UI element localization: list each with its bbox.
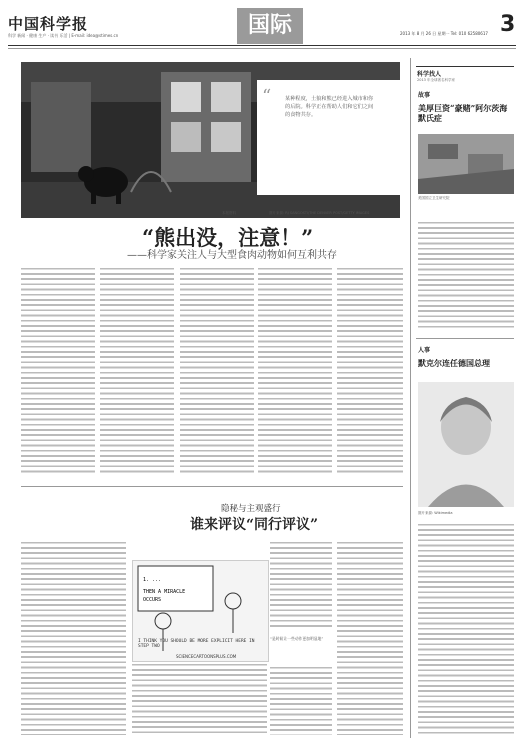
- sidebar-headline[interactable]: 美厚巨资“豪赌”阿尔茨海默氏症: [418, 103, 508, 123]
- headline-second: 谁来评议“同行评议”: [190, 517, 319, 533]
- page-number: 3: [500, 12, 516, 37]
- header-rule-thin: [8, 48, 516, 49]
- svg-text:OCCURS: OCCURS: [143, 597, 162, 603]
- sidebar-title: 科学找人: [417, 71, 442, 78]
- article-column: [337, 266, 403, 476]
- cartoon-credit: SCIENCECARTOONSPLUS.COM: [176, 654, 237, 659]
- cartoon-caption: “是时候让一些动作更加明显地”: [270, 636, 324, 641]
- portrait-illustration: [418, 382, 514, 507]
- svg-text:1. ...: 1. ...: [143, 577, 162, 583]
- sidebar-photo-caption: 美国国立卫生研究院: [418, 196, 450, 200]
- sidebar-text: [418, 220, 514, 330]
- article-column: [132, 662, 267, 735]
- sidebar-rule: [416, 66, 514, 67]
- sidebar-divider: [410, 58, 411, 738]
- sidebar-tag: 人事: [418, 347, 431, 354]
- article-column: [21, 266, 95, 476]
- article-column: [337, 540, 403, 735]
- article-column: [21, 540, 126, 735]
- article-column: [258, 266, 332, 476]
- sidebar-photo-caption: 图片来源: Wikimedia: [418, 511, 453, 515]
- sidebar-tag: 故事: [418, 92, 431, 99]
- sidebar-text: [418, 522, 514, 735]
- article-column: [270, 540, 332, 630]
- cartoon-illustration: [132, 560, 269, 662]
- photo-credit: 图片来源: RJ SANGOSTI/THE DENVER POST/GETTY IMAGES: [269, 211, 370, 215]
- subheadline-main: ——科学家关注人与大型食肉动物如何互利共存: [127, 250, 337, 261]
- sidebar-subtitle: 2013 年全球著名科学家: [417, 78, 456, 82]
- header-date: 2013 年 8 月 26 日 星期一 Tel: 010 62580617: [400, 31, 488, 36]
- article-column: [270, 665, 332, 735]
- photo-credit-left: 本报资料: [222, 211, 236, 215]
- article-column: [100, 266, 174, 476]
- merkel-photo: [418, 382, 514, 507]
- campus-photo: [418, 134, 514, 194]
- cartoon-caption-text: I THINK YOU SHOULD BE MORE EXPLICIT HERE IN STEP TWO: [138, 639, 255, 649]
- section-tab: 国际: [237, 8, 303, 44]
- header-rule: [8, 45, 516, 46]
- article-column: [180, 266, 254, 476]
- article-kicker: 隐秘与主观盛行: [221, 504, 281, 514]
- headline-main: “熊出没，注意！”: [142, 225, 314, 250]
- sidebar-headline[interactable]: 默克尔连任德国总理: [418, 358, 490, 368]
- quote-mark-icon: “: [262, 86, 272, 107]
- svg-text:THEN A MIRACLE: THEN A MIRACLE: [143, 589, 186, 595]
- section-divider: [21, 486, 403, 487]
- sidebar-rule-2: [416, 338, 514, 339]
- masthead: 中国科学报: [8, 15, 89, 33]
- masthead-subtitle: 科学 新闻 · 健康 生产 · 读书 乐活 | E-mail: ​idea@stimes.cn: [8, 33, 119, 38]
- sidebar-photo: [418, 134, 514, 194]
- pull-quote: 某种程度，土狼和熊已经进入城市和你的后院。科学正在帮助人们和它们之间的食物共存。: [285, 96, 374, 119]
